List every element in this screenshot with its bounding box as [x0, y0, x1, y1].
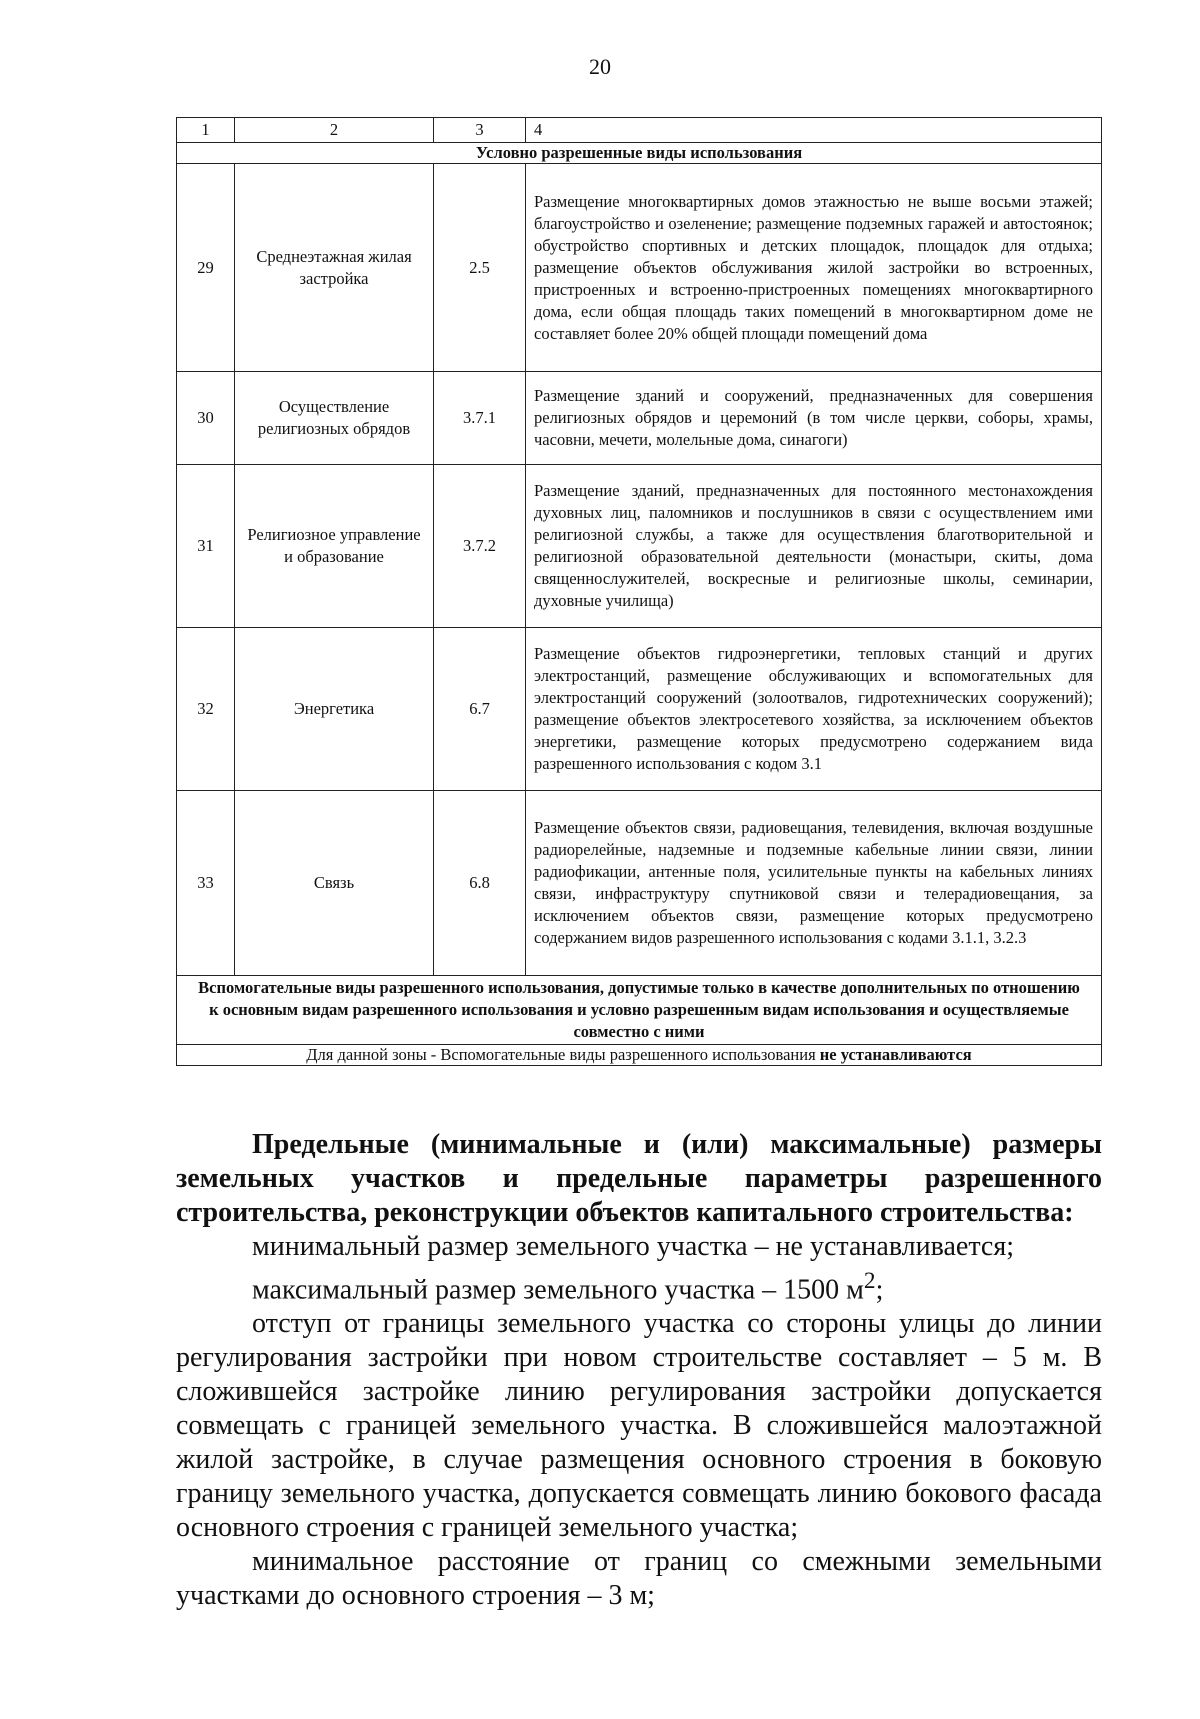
min-plot-size: минимальный размер земельного участка – не устанавливается;: [252, 1231, 1015, 1262]
street-setback: отступ от границы земельного участка со стороны улицы до линии регулирования застройки при новом строительстве составляет – 5 м. В сложившейся застройке линию регулирования застройки допускается совмещать с границей земельного участка. В сложившейся малоэтажной жилой застройке, в случае размещения основного строения в боковую границу земельного участка, допускается совмещать линию бокового фасада основного строения с границей земельного участка;: [176, 1308, 1102, 1544]
permitted-use-table: [176, 117, 1102, 1066]
parameters-heading: Предельные (минимальные и (или) максимальные) размеры земельных участков и предельные параметры разрешенного строительства, реконструкции объектов капитального строительства:: [176, 1129, 1102, 1228]
min-distance: минимальное расстояние от границ со смежными земельными участками до основного строения – 3 м;: [176, 1546, 1102, 1612]
auxiliary-note-text: Для данной зоны - Вспомогательные виды разрешенного использования: [306, 1045, 820, 1064]
table-row: [177, 791, 1102, 976]
use-type-name: Связь: [235, 791, 434, 976]
column-number: 3: [434, 118, 526, 143]
use-type-description: Размещение многоквартирных домов этажностью не выше восьми этажей; благоустройство и озеленение; размещение подземных гаражей и автостоянок; обустройство спортивных и детских площадок, площадок для отдыха; размещение объектов обслуживания жилой застройки во встроенных, пристроенных и встроенно-пристроенных помещениях многоквартирного дома, если общая площадь таких помещений в многоквартирном доме не составляет более 20% общей площади помещений дома: [526, 164, 1102, 372]
use-type-description: Размещение зданий и сооружений, предназначенных для совершения религиозных обрядов и церемоний (в том числе церкви, соборы, храмы, часовни, мечети, молельные дома, синагоги): [526, 372, 1102, 465]
row-number: 29: [177, 164, 235, 372]
auxiliary-note-row: [177, 1045, 1102, 1066]
table-row: [177, 465, 1102, 628]
auxiliary-note: [177, 1045, 1102, 1066]
use-type-code: 3.7.1: [434, 372, 526, 465]
auxiliary-header-row: [177, 976, 1102, 1045]
use-type-code: 3.7.2: [434, 465, 526, 628]
page-number: 20: [589, 54, 611, 79]
use-type-code: 6.8: [434, 791, 526, 976]
column-number: 2: [235, 118, 434, 143]
use-type-name: Религиозное управление и образование: [235, 465, 434, 628]
section-title: Условно разрешенные виды использования: [177, 143, 1102, 164]
table-row: [177, 628, 1102, 791]
column-number: 1: [177, 118, 235, 143]
use-type-description: Размещение зданий, предназначенных для постоянного местонахождения духовных лиц, паломников и послушников в связи с осуществлением ими религиозной службы, а также для осуществления благотворительной и религиозной образовательной деятельности (монастыри, скиты, дома священнослужителей, воскресные и религиозные школы, семинарии, духовные училища): [526, 465, 1102, 628]
use-type-description: Размещение объектов связи, радиовещания, телевидения, включая воздушные радиорелейные, надземные и подземные кабельные линии связи, линии радиофикации, антенные поля, усилительные пункты на кабельных линиях связи, инфраструктуру спутниковой связи и телерадиовещания, за исключением объектов связи, размещение которых предусмотрено содержанием видов разрешенного использования с кодами 3.1.1, 3.2.3: [526, 791, 1102, 976]
row-number: 31: [177, 465, 235, 628]
use-type-code: 2.5: [434, 164, 526, 372]
use-type-code: 6.7: [434, 628, 526, 791]
use-type-name: Осуществление религиозных обрядов: [235, 372, 434, 465]
table-row: [177, 164, 1102, 372]
section-header-row: [177, 143, 1102, 164]
use-type-name: Энергетика: [235, 628, 434, 791]
row-number: 32: [177, 628, 235, 791]
max-plot-size-unit-exponent: 2: [863, 1268, 876, 1294]
max-plot-size-text: максимальный размер земельного участка – 1500 м: [252, 1274, 864, 1306]
row-number: 33: [177, 791, 235, 976]
max-plot-size-end: ;: [875, 1274, 884, 1306]
column-number-row: [177, 118, 1102, 143]
use-type-name: Среднеэтажная жилая застройка: [235, 164, 434, 372]
auxiliary-note-emphasis: не устанавливаются: [819, 1045, 972, 1064]
row-number: 30: [177, 372, 235, 465]
parameters-section: [176, 1128, 1102, 1613]
auxiliary-title: Вспомогательные виды разрешенного использования, допустимые только в качестве дополнительных по отношению к основным видам разрешенного использования и условно разрешенным видам использования и осуществляемые совместно с ними: [177, 976, 1102, 1045]
table-row: [177, 372, 1102, 465]
max-plot-size: [176, 1264, 1102, 1307]
column-number: 4: [526, 118, 1102, 143]
use-type-description: Размещение объектов гидроэнергетики, тепловых станций и других электростанций, размещение обслуживающих и вспомогательных для электростанций сооружений (золоотвалов, гидротехнических сооружений); размещение объектов электросетевого хозяйства, за исключением объектов энергетики, размещение которых предусмотрено содержанием вида разрешенного использования с кодом 3.1: [526, 628, 1102, 791]
